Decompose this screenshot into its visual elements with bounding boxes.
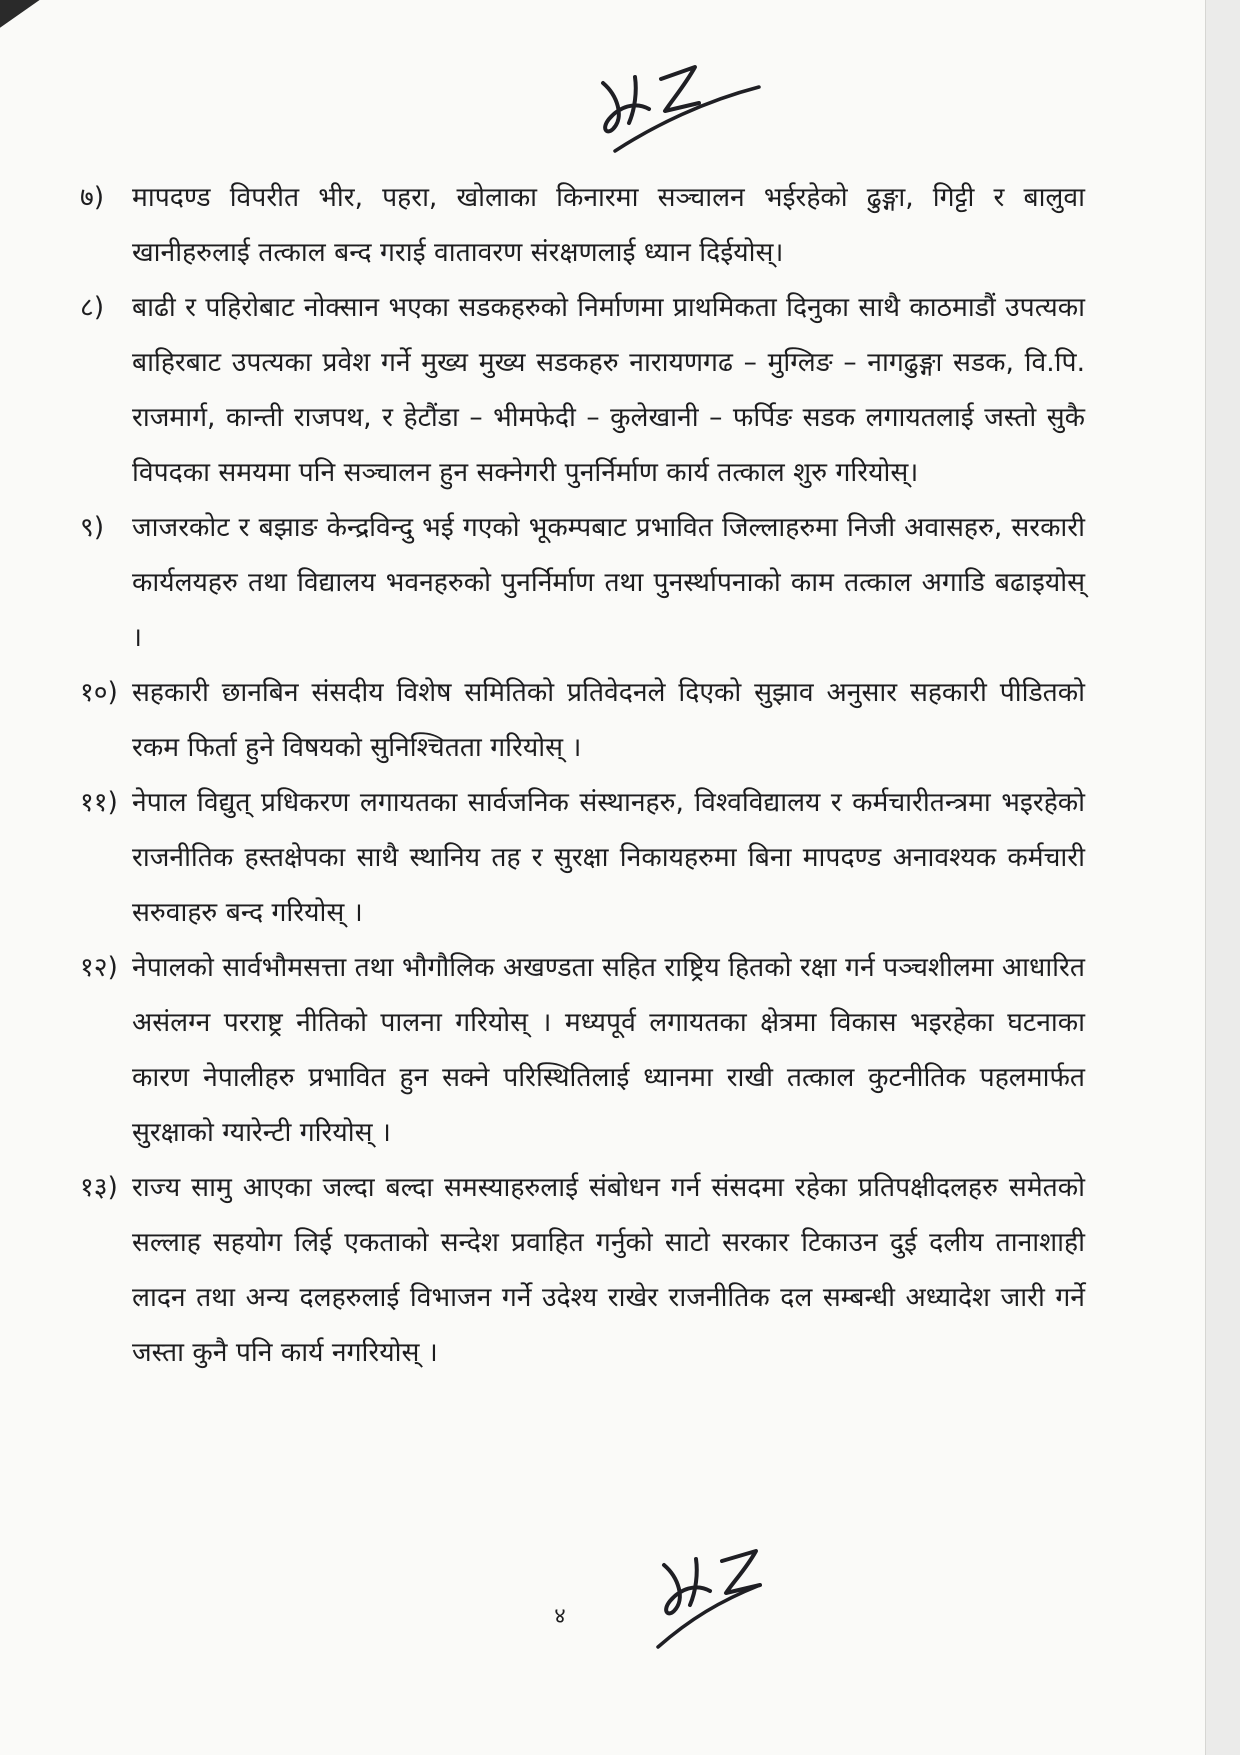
list-item [80,940,1085,1160]
point-number: १३) [80,1172,118,1203]
page-edge [1205,0,1240,1755]
point-text: मापदण्ड विपरीत भीर, पहरा, खोलाका किनारमा सञ्चालन भईरहेको ढुङ्गा, गिट्टी र बालुवा खानीहरुलाई तत्काल बन्द गराई वातावरण संरक्षणलाई ध्यान दिईयोस्। [132,182,1085,268]
point-text: बाढी र पहिरोबाट नोक्सान भएका सडकहरुको निर्माणमा प्राथमिकता दिनुका साथै काठमाडौं उपत्यका बाहिरबाट उपत्यका प्रवेश गर्ने मुख्य मुख्य सडकहरु नारायणगढ – मुग्लिङ – नागढुङ्गा सडक, वि.पि. राजमार्ग, कान्ती राजपथ, र हेटौंडा – भीमफेदी – कुलेखानी – फर्पिङ सडक लगायतलाई जस्तो सुकै विपदका समयमा पनि सञ्चालन हुन सक्नेगरी पुनर्निर्माण कार्य तत्काल शुरु गरियोस्। [132,292,1085,488]
point-text: सहकारी छानबिन संसदीय विशेष समितिको प्रतिवेदनले दिएको सुझाव अनुसार सहकारी पीडितको रकम फिर्ता हुने विषयको सुनिश्चितता गरियोस् । [132,677,1085,763]
signature-bottom [650,1535,830,1655]
list-item [80,665,1085,775]
point-text: नेपालको सार्वभौमसत्ता तथा भौगौलिक अखण्डता सहित राष्ट्रिय हितको रक्षा गर्न पञ्चशीलमा आधारित असंलग्न परराष्ट्र नीतिको पालना गरियोस् । मध्यपूर्व लगायतका क्षेत्रमा विकास भइरहेका घटनाका कारण नेपालीहरु प्रभावित हुन सक्ने परिस्थितिलाई ध्यानमा राखी तत्काल कुटनीतिक पहलमार्फत सुरक्षाको ग्यारेन्टी गरियोस् । [132,952,1085,1148]
point-number: ८) [80,292,105,323]
list-item [80,500,1085,665]
point-number: ९) [80,512,105,543]
list-item [80,1160,1085,1380]
list-item [80,170,1085,280]
list-item [80,280,1085,500]
resolution-list [80,170,1085,1380]
signature-top [595,55,765,155]
scan-corner-shadow [0,0,42,28]
page-number: ४ [554,1604,566,1629]
point-number: ११) [80,787,118,818]
point-number: १०) [80,677,118,708]
point-number: १२) [80,952,118,983]
list-item [80,775,1085,940]
point-text: जाजरकोट र बझाङ केन्द्रविन्दु भई गएको भूकम्पबाट प्रभावित जिल्लाहरुमा निजी अवासहरु, सरकारी कार्यलयहरु तथा विद्यालय भवनहरुको पुनर्निर्माण तथा पुनर्स्थापनाको काम तत्काल अगाडि बढाइयोस् । [132,512,1085,653]
point-number: ७) [80,182,105,213]
point-text: नेपाल विद्युत् प्रधिकरण लगायतका सार्वजनिक संस्थानहरु, विश्वविद्यालय र कर्मचारीतन्त्रमा भइरहेको राजनीतिक हस्तक्षेपका साथै स्थानिय तह र सुरक्षा निकायहरुमा बिना मापदण्ड अनावश्यक कर्मचारी सरुवाहरु बन्द गरियोस् । [132,787,1085,928]
point-text: राज्य सामु आएका जल्दा बल्दा समस्याहरुलाई संबोधन गर्न संसदमा रहेका प्रतिपक्षीदलहरु समेतको सल्लाह सहयोग लिई एकताको सन्देश प्रवाहित गर्नुको साटो सरकार टिकाउन दुई दलीय तानाशाही लादन तथा अन्य दलहरुलाई विभाजन गर्ने उदेश्य राखेर राजनीतिक दल सम्बन्धी अध्यादेश जारी गर्ने जस्ता कुनै पनि कार्य नगरियोस् । [132,1172,1085,1368]
